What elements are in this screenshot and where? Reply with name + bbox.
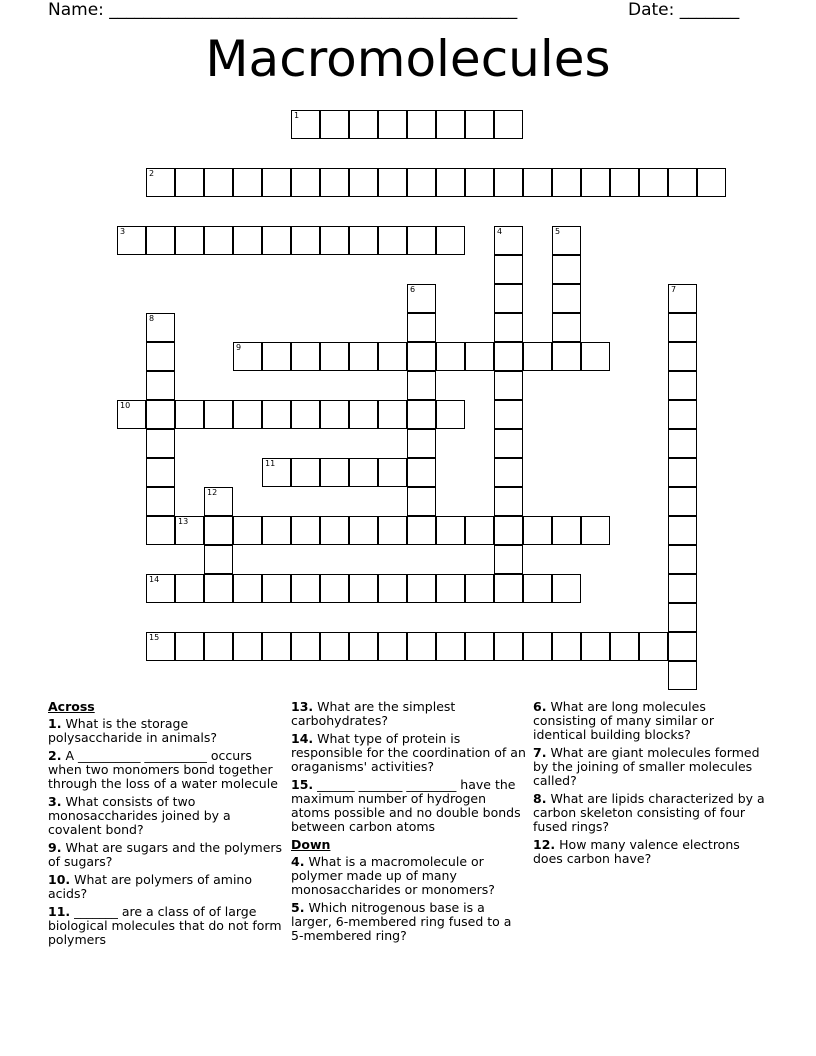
grid-cell[interactable] bbox=[233, 574, 262, 603]
clue-number: 4 bbox=[497, 227, 503, 236]
grid-cell[interactable] bbox=[494, 226, 523, 255]
grid-cell[interactable] bbox=[407, 168, 436, 197]
grid-cell[interactable] bbox=[320, 168, 349, 197]
grid-cell[interactable] bbox=[233, 226, 262, 255]
grid-cell[interactable] bbox=[407, 342, 436, 371]
grid-cell[interactable] bbox=[494, 284, 523, 313]
grid-cell[interactable] bbox=[146, 516, 175, 545]
grid-cell[interactable] bbox=[639, 632, 668, 661]
grid-cell[interactable] bbox=[320, 574, 349, 603]
grid-cell[interactable] bbox=[407, 516, 436, 545]
grid-cell[interactable] bbox=[407, 371, 436, 400]
grid-cell[interactable] bbox=[494, 545, 523, 574]
grid-cell[interactable] bbox=[465, 632, 494, 661]
grid-cell[interactable] bbox=[407, 429, 436, 458]
down-heading: Down bbox=[291, 837, 331, 852]
grid-cell[interactable] bbox=[436, 574, 465, 603]
grid-cell[interactable] bbox=[465, 574, 494, 603]
grid-cell[interactable] bbox=[494, 632, 523, 661]
grid-cell[interactable] bbox=[349, 168, 378, 197]
grid-cell[interactable] bbox=[523, 516, 552, 545]
clue-number: 15 bbox=[149, 633, 160, 642]
grid-cell[interactable] bbox=[407, 400, 436, 429]
grid-cell[interactable] bbox=[378, 110, 407, 139]
grid-cell[interactable] bbox=[407, 574, 436, 603]
grid-cell[interactable] bbox=[668, 545, 697, 574]
grid-cell[interactable] bbox=[146, 487, 175, 516]
grid-cell[interactable] bbox=[581, 516, 610, 545]
grid-cell[interactable] bbox=[146, 400, 175, 429]
grid-cell[interactable] bbox=[639, 168, 668, 197]
clues-column-1 bbox=[48, 700, 284, 951]
grid-cell[interactable] bbox=[668, 458, 697, 487]
grid-cell[interactable] bbox=[320, 342, 349, 371]
grid-cell[interactable] bbox=[523, 632, 552, 661]
grid-cell[interactable] bbox=[523, 168, 552, 197]
grid-cell[interactable] bbox=[175, 168, 204, 197]
grid-cell[interactable] bbox=[494, 342, 523, 371]
grid-cell[interactable] bbox=[320, 458, 349, 487]
grid-cell[interactable] bbox=[378, 400, 407, 429]
grid-cell[interactable] bbox=[175, 516, 204, 545]
clue-number: 13 bbox=[178, 517, 189, 526]
grid-cell[interactable] bbox=[378, 458, 407, 487]
grid-cell[interactable] bbox=[146, 429, 175, 458]
grid-cell[interactable] bbox=[378, 168, 407, 197]
grid-cell[interactable] bbox=[320, 400, 349, 429]
grid-cell[interactable] bbox=[291, 168, 320, 197]
page-title: Macromolecules bbox=[205, 30, 611, 88]
grid-cell[interactable] bbox=[146, 342, 175, 371]
grid-cell[interactable] bbox=[175, 400, 204, 429]
grid-cell[interactable] bbox=[378, 226, 407, 255]
grid-cell[interactable] bbox=[610, 632, 639, 661]
grid-cell[interactable] bbox=[175, 226, 204, 255]
grid-cell[interactable] bbox=[668, 284, 697, 313]
grid-cell[interactable] bbox=[291, 458, 320, 487]
grid-cell[interactable] bbox=[233, 632, 262, 661]
clue-down-6: 6. What are long molecules consisting of many similar or identical building blocks? bbox=[533, 699, 714, 742]
clue-number: 10 bbox=[120, 401, 131, 410]
grid-cell[interactable] bbox=[291, 632, 320, 661]
clue-number: 9 bbox=[236, 343, 242, 352]
clue-number: 1 bbox=[294, 111, 300, 120]
clue-number: 12 bbox=[207, 488, 218, 497]
grid-cell[interactable] bbox=[262, 342, 291, 371]
clue-down-7: 7. What are giant molecules formed by the joining of smaller molecules called? bbox=[533, 745, 760, 788]
grid-cell[interactable] bbox=[668, 574, 697, 603]
grid-cell[interactable] bbox=[581, 632, 610, 661]
grid-cell[interactable] bbox=[146, 226, 175, 255]
grid-cell[interactable] bbox=[523, 342, 552, 371]
grid-cell[interactable] bbox=[233, 168, 262, 197]
clue-across-14: 14. What type of protein is responsible for the coordination of an oraganisms' activities? bbox=[291, 731, 526, 774]
grid-cell[interactable] bbox=[668, 313, 697, 342]
grid-cell[interactable] bbox=[552, 516, 581, 545]
date-label: Date: _______ bbox=[628, 0, 740, 20]
grid-cell[interactable] bbox=[291, 574, 320, 603]
grid-cell[interactable] bbox=[407, 110, 436, 139]
grid-cell[interactable] bbox=[552, 284, 581, 313]
across-heading: Across bbox=[48, 699, 95, 714]
grid-cell[interactable] bbox=[349, 342, 378, 371]
grid-cell[interactable] bbox=[291, 226, 320, 255]
name-label: Name: ________________________________________________ bbox=[48, 0, 518, 20]
grid-cell[interactable] bbox=[668, 516, 697, 545]
grid-cell[interactable] bbox=[668, 168, 697, 197]
grid-cell[interactable] bbox=[233, 516, 262, 545]
grid-cell[interactable] bbox=[291, 342, 320, 371]
grid-cell[interactable] bbox=[465, 516, 494, 545]
grid-cell[interactable] bbox=[349, 110, 378, 139]
grid-cell[interactable] bbox=[349, 400, 378, 429]
grid-cell[interactable] bbox=[175, 632, 204, 661]
grid-cell[interactable] bbox=[262, 168, 291, 197]
grid-cell[interactable] bbox=[407, 313, 436, 342]
grid-cell[interactable] bbox=[262, 574, 291, 603]
grid-cell[interactable] bbox=[436, 516, 465, 545]
grid-cell[interactable] bbox=[697, 168, 726, 197]
grid-cell[interactable] bbox=[552, 226, 581, 255]
clue-across-9: 9. What are sugars and the polymers of sugars? bbox=[48, 840, 283, 869]
grid-cell[interactable] bbox=[204, 400, 233, 429]
clue-number: 5 bbox=[555, 227, 561, 236]
grid-cell[interactable] bbox=[465, 168, 494, 197]
clue-number: 8 bbox=[149, 314, 155, 323]
grid-cell[interactable] bbox=[407, 632, 436, 661]
grid-cell[interactable] bbox=[668, 603, 697, 632]
grid-cell[interactable] bbox=[291, 516, 320, 545]
clue-across-2: 2. A __________ __________ occurs when two monomers bond together through the loss of a water molecule bbox=[48, 748, 278, 791]
grid-cell[interactable] bbox=[146, 371, 175, 400]
grid-cell[interactable] bbox=[494, 255, 523, 284]
grid-cell[interactable] bbox=[175, 574, 204, 603]
grid-cell[interactable] bbox=[349, 632, 378, 661]
clue-across-1: 1. What is the storage polysaccharide in animals? bbox=[48, 716, 218, 745]
clue-across-3: 3. What consists of two monosaccharides joined by a covalent bond? bbox=[48, 794, 231, 837]
grid-cell[interactable] bbox=[552, 168, 581, 197]
grid-cell[interactable] bbox=[378, 516, 407, 545]
grid-cell[interactable] bbox=[146, 574, 175, 603]
grid-cell[interactable] bbox=[494, 458, 523, 487]
grid-cell[interactable] bbox=[262, 516, 291, 545]
grid-cell[interactable] bbox=[610, 168, 639, 197]
grid-cell[interactable] bbox=[407, 226, 436, 255]
grid-cell[interactable] bbox=[436, 632, 465, 661]
grid-cell[interactable] bbox=[320, 632, 349, 661]
clue-down-8: 8. What are lipids characterized by a carbon skeleton consisting of four fused rings? bbox=[533, 791, 765, 834]
grid-cell[interactable] bbox=[262, 458, 291, 487]
grid-cell[interactable] bbox=[146, 632, 175, 661]
grid-cell[interactable] bbox=[552, 574, 581, 603]
grid-cell[interactable] bbox=[204, 168, 233, 197]
grid-cell[interactable] bbox=[552, 255, 581, 284]
grid-cell[interactable] bbox=[204, 545, 233, 574]
grid-cell[interactable] bbox=[668, 429, 697, 458]
grid-cell[interactable] bbox=[407, 284, 436, 313]
grid-cell[interactable] bbox=[494, 400, 523, 429]
grid-cell[interactable] bbox=[204, 632, 233, 661]
grid-cell[interactable] bbox=[552, 632, 581, 661]
grid-cell[interactable] bbox=[407, 458, 436, 487]
grid-cell[interactable] bbox=[262, 632, 291, 661]
grid-cell[interactable] bbox=[436, 168, 465, 197]
grid-cell[interactable] bbox=[436, 400, 465, 429]
grid-cell[interactable] bbox=[494, 168, 523, 197]
grid-cell[interactable] bbox=[262, 400, 291, 429]
clue-down-5: 5. Which nitrogenous base is a larger, 6-membered ring fused to a 5-membered ring? bbox=[291, 900, 512, 943]
grid-cell[interactable] bbox=[262, 226, 291, 255]
grid-cell[interactable] bbox=[320, 516, 349, 545]
grid-cell[interactable] bbox=[320, 110, 349, 139]
grid-cell[interactable] bbox=[668, 400, 697, 429]
clue-number: 2 bbox=[149, 169, 155, 178]
clue-number: 7 bbox=[671, 285, 677, 294]
clue-number: 14 bbox=[149, 575, 160, 584]
grid-cell[interactable] bbox=[204, 487, 233, 516]
grid-cell[interactable] bbox=[465, 342, 494, 371]
grid-cell[interactable] bbox=[146, 313, 175, 342]
grid-cell[interactable] bbox=[320, 226, 349, 255]
clues-column-2 bbox=[291, 700, 527, 947]
grid-cell[interactable] bbox=[494, 487, 523, 516]
grid-cell[interactable] bbox=[552, 342, 581, 371]
grid-cell[interactable] bbox=[494, 516, 523, 545]
grid-cell[interactable] bbox=[117, 400, 146, 429]
grid-cell[interactable] bbox=[494, 371, 523, 400]
clue-number: 11 bbox=[265, 459, 276, 468]
grid-cell[interactable] bbox=[436, 342, 465, 371]
grid-cell[interactable] bbox=[668, 342, 697, 371]
clue-across-10: 10. What are polymers of amino acids? bbox=[48, 872, 252, 901]
grid-cell[interactable] bbox=[407, 487, 436, 516]
grid-cell[interactable] bbox=[494, 313, 523, 342]
grid-cell[interactable] bbox=[233, 400, 262, 429]
clue-across-15: 15. ______ _______ ________ have the maximum number of hydrogen atoms possible and no double bonds between carbon atoms bbox=[291, 777, 521, 834]
clue-across-11: 11. _______ are a class of of large biological molecules that do not form polymers bbox=[48, 904, 282, 947]
grid-cell[interactable] bbox=[668, 661, 697, 690]
grid-cell[interactable] bbox=[378, 632, 407, 661]
clue-number: 6 bbox=[410, 285, 416, 294]
grid-cell[interactable] bbox=[668, 632, 697, 661]
grid-cell[interactable] bbox=[117, 226, 146, 255]
grid-cell[interactable] bbox=[494, 574, 523, 603]
grid-cell[interactable] bbox=[291, 110, 320, 139]
grid-cell[interactable] bbox=[378, 574, 407, 603]
clue-across-13: 13. What are the simplest carbohydrates? bbox=[291, 699, 456, 728]
grid-cell[interactable] bbox=[291, 400, 320, 429]
grid-cell[interactable] bbox=[146, 458, 175, 487]
grid-cell[interactable] bbox=[552, 313, 581, 342]
grid-cell[interactable] bbox=[436, 110, 465, 139]
grid-cell[interactable] bbox=[204, 516, 233, 545]
grid-cell[interactable] bbox=[581, 342, 610, 371]
grid-cell[interactable] bbox=[436, 226, 465, 255]
clues-column-3 bbox=[533, 700, 769, 870]
grid-cell[interactable] bbox=[465, 110, 494, 139]
grid-cell[interactable] bbox=[668, 487, 697, 516]
grid-cell[interactable] bbox=[146, 168, 175, 197]
grid-cell[interactable] bbox=[494, 110, 523, 139]
grid-cell[interactable] bbox=[523, 574, 552, 603]
clue-number: 3 bbox=[120, 227, 126, 236]
grid-cell[interactable] bbox=[349, 226, 378, 255]
clue-down-4: 4. What is a macromolecule or polymer made up of many monosaccharides or monomers? bbox=[291, 854, 495, 897]
grid-cell[interactable] bbox=[349, 516, 378, 545]
clue-down-12: 12. How many valence electrons does carbon have? bbox=[533, 837, 740, 866]
grid-cell[interactable] bbox=[494, 429, 523, 458]
grid-cell[interactable] bbox=[233, 342, 262, 371]
grid-cell[interactable] bbox=[378, 342, 407, 371]
grid-cell[interactable] bbox=[349, 458, 378, 487]
grid-cell[interactable] bbox=[204, 226, 233, 255]
grid-cell[interactable] bbox=[204, 574, 233, 603]
grid-cell[interactable] bbox=[349, 574, 378, 603]
grid-cell[interactable] bbox=[668, 371, 697, 400]
grid-cell[interactable] bbox=[581, 168, 610, 197]
